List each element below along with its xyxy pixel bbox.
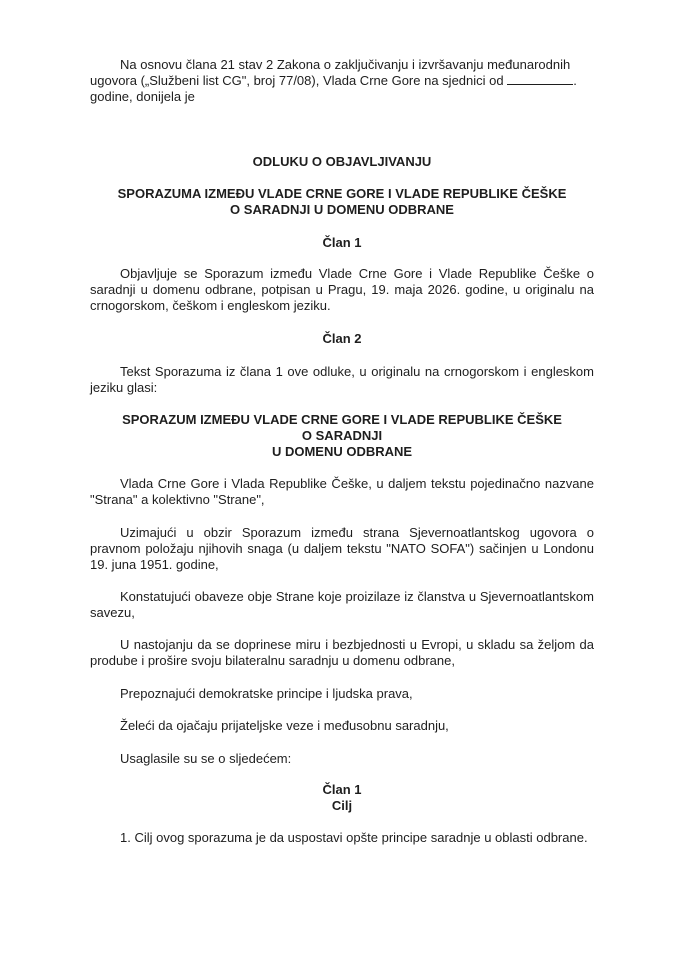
treaty-title-line-1: SPORAZUM IZMEĐU VLADE CRNE GORE I VLADE REPUBLIKE ČEŠKE <box>122 412 562 427</box>
date-blank-line <box>507 73 573 85</box>
preamble-paragraph-5: Prepoznajući demokratske principe i ljudska prava, <box>120 686 413 701</box>
preamble-paragraph-1: Vlada Crne Gore i Vlada Republike Češke, u daljem tekstu pojedinačno nazvane "Strana" a kolektivno "Strane", <box>90 476 594 507</box>
article-1-heading: Član 1 <box>322 235 362 250</box>
intro-line-3: godine, donijela je <box>90 89 195 104</box>
intro-line-2-end: . <box>573 73 577 88</box>
treaty-article-1-number: Član 1 <box>322 782 362 797</box>
treaty-article-1-heading <box>90 782 594 814</box>
decision-title: ODLUKU O OBJAVLJIVANJU <box>252 154 432 169</box>
agreement-title-line-1: SPORAZUMA IZMEĐU VLADE CRNE GORE I VLADE REPUBLIKE ČEŠKE <box>117 186 567 201</box>
article-2-text: Tekst Sporazuma iz člana 1 ove odluke, u originalu na crnogorskom i engleskom jeziku glasi: <box>90 364 594 395</box>
treaty-title-line-3: U DOMENU ODBRANE <box>271 444 413 459</box>
intro-line-1: Na osnovu člana 21 stav 2 Zakona o zaključivanju i izvršavanju međunarodnih <box>120 57 571 72</box>
article-2-heading: Član 2 <box>322 331 362 346</box>
preamble-paragraph-4: U nastojanju da se doprinese miru i bezbjednosti u Evropi, u skladu sa željom da prodube i prošire svoju bilateralnu saradnju u domenu odbrane, <box>90 637 594 668</box>
agreement-title <box>90 186 594 218</box>
treaty-article-1-subheading: Cilj <box>331 798 353 813</box>
preamble-paragraph-7: Usaglasile su se o sljedećem: <box>120 751 292 766</box>
treaty-title-line-2: O SARADNJI <box>301 428 383 443</box>
treaty-article-1-text: 1. Cilj ovog sporazuma je da uspostavi opšte principe saradnje u oblasti odbrane. <box>120 830 588 845</box>
preamble-paragraph-2: Uzimajući u obzir Sporazum između strana Sjevernoatlantskog ugovora o pravnom položaju njihovih snaga (u daljem tekstu "NATO SOFA") sačinjen u Londonu 19. juna 1951. godine, <box>90 525 594 572</box>
intro-line-2-text: ugovora („Službeni list CG", broj 77/08), Vlada Crne Gore na sjednici od <box>90 73 504 88</box>
treaty-title <box>90 412 594 460</box>
agreement-title-line-2: O SARADNJI U DOMENU ODBRANE <box>230 202 454 217</box>
intro-paragraph <box>90 57 594 105</box>
intro-line-2 <box>90 73 594 89</box>
article-1-text: Objavljuje se Sporazum između Vlade Crne Gore i Vlade Republike Češke o saradnji u domenu odbrane, potpisan u Pragu, 19. maja 2026. godine, u originalu na crnogorskom, češkom i engleskom jeziku. <box>90 266 594 313</box>
preamble-paragraph-6: Želeći da ojačaju prijateljske veze i međusobnu saradnju, <box>120 718 449 733</box>
preamble-paragraph-3: Konstatujući obaveze obje Strane koje proizilaze iz članstva u Sjevernoatlantskom savezu, <box>90 589 594 620</box>
